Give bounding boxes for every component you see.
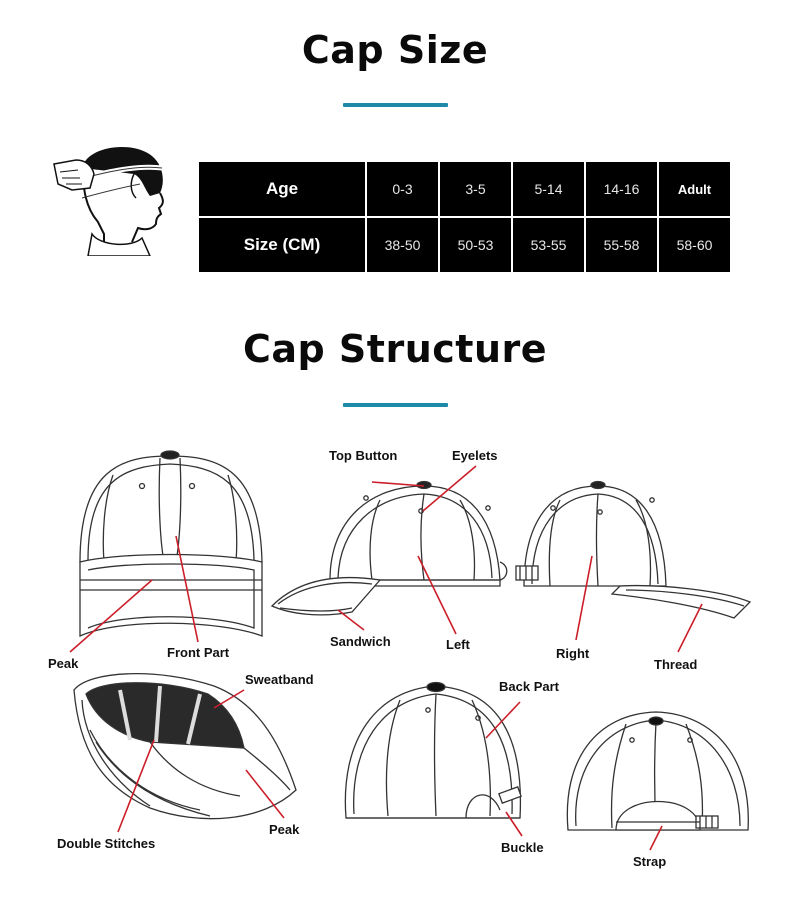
label-double-stitches: Double Stitches xyxy=(57,836,156,851)
cap-back-view xyxy=(345,683,521,819)
label-sandwich: Sandwich xyxy=(330,634,391,649)
label-peak-front: Peak xyxy=(48,656,79,671)
cap-underside-view xyxy=(74,674,296,819)
label-eyelets: Eyelets xyxy=(452,448,498,463)
cap-back-strap-view xyxy=(567,712,748,830)
cap-front-view xyxy=(80,451,262,636)
age-cell: Adult xyxy=(658,161,731,217)
label-top-button: Top Button xyxy=(329,448,398,463)
size-cell: 38-50 xyxy=(366,217,439,273)
label-back-part: Back Part xyxy=(499,679,559,694)
label-left: Left xyxy=(446,637,470,652)
label-thread: Thread xyxy=(654,657,698,672)
age-cell: 14-16 xyxy=(585,161,658,217)
label-sweatband: Sweatband xyxy=(245,672,314,687)
label-strap: Strap xyxy=(633,854,667,869)
cap-structure-title: Cap Structure xyxy=(242,327,548,371)
label-peak-under: Peak xyxy=(269,822,300,837)
size-cell: 50-53 xyxy=(439,217,512,273)
cap-left-view xyxy=(272,482,507,615)
label-front-part: Front Part xyxy=(167,645,230,660)
age-cell: 5-14 xyxy=(512,161,585,217)
cap-right-view xyxy=(516,482,750,619)
cap-size-title: Cap Size xyxy=(301,28,489,72)
size-cell: 55-58 xyxy=(585,217,658,273)
size-cell: 58-60 xyxy=(658,217,731,273)
row-header-size: Size (CM) xyxy=(198,217,366,273)
label-right: Right xyxy=(556,646,590,661)
size-cell: 53-55 xyxy=(512,217,585,273)
label-buckle: Buckle xyxy=(501,840,544,855)
age-cell: 3-5 xyxy=(439,161,512,217)
row-header-age: Age xyxy=(198,161,366,217)
age-cell: 0-3 xyxy=(366,161,439,217)
